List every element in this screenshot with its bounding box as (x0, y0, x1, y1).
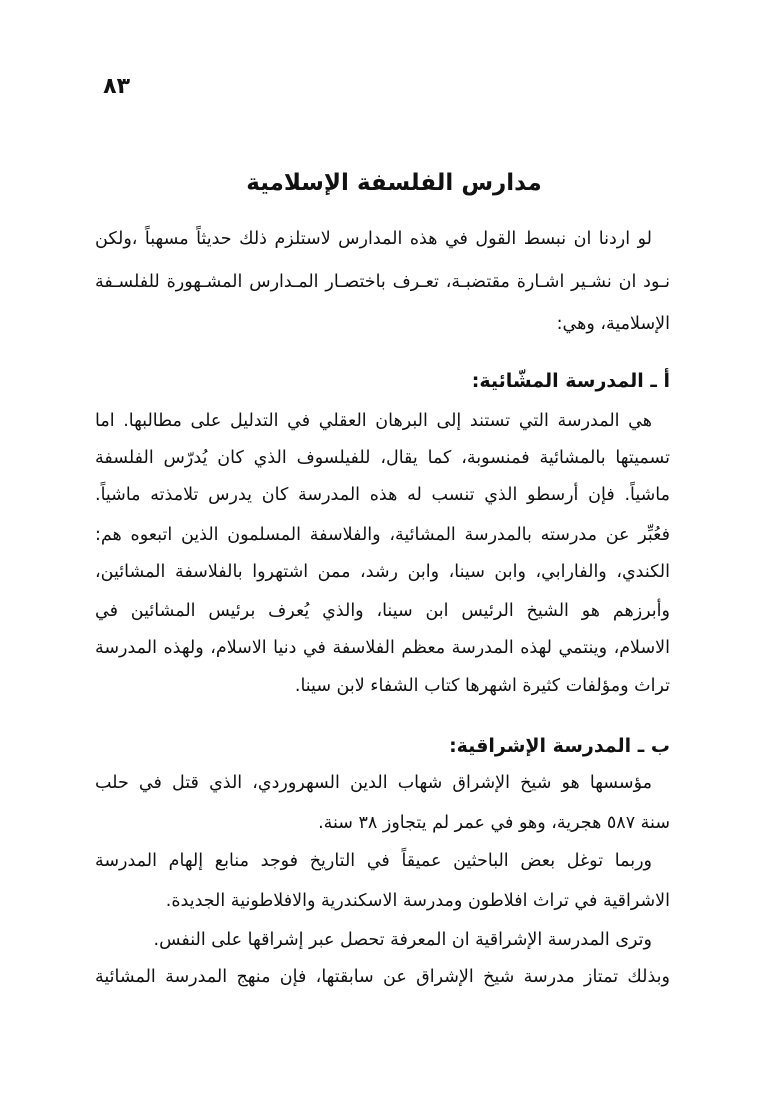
section-a-line: هي المدرسة التي تستند إلى البرهان العقلي في التدليل على مطالبها. اما (95, 411, 652, 431)
intro-line: نـود ان نشـير اشـارة مقتضبـة، تعـرف باختصـار المـدارس المشـهورة للفلسـفة (95, 272, 670, 292)
section-b-line: وربما توغل بعض الباحثين عميقاً في التاريخ فوجد منابع إلهام المدرسة (95, 851, 652, 871)
section-a-line: الاسلام، وينتمي لهذه المدرسة معظم الفلاسفة في دنيا الاسلام، ولهذه المدرسة (95, 638, 670, 658)
section-b-heading: ب ـ المدرسة الإشراقية: (449, 735, 670, 757)
section-a-line: فعُبِّر عن مدرسته بالمدرسة المشائية، والفلاسفة المسلمون الذين اتبعوه هم: (95, 525, 670, 545)
section-b-line: مؤسسها هو شيخ الإشراق شهاب الدين السهروردي، الذي قتل في حلب (95, 773, 652, 793)
section-b-line: الاشراقية في تراث افلاطون ومدرسة الاسكندرية والافلاطونية الجديدة. (165, 891, 670, 911)
intro-line: الإسلامية، وهي: (556, 314, 670, 334)
page-number: ٨٣ (103, 74, 130, 99)
page-title: مدارس الفلسفة الإسلامية (246, 170, 542, 196)
section-a-line: تراث ومؤلفات كثيرة اشهرها كتاب الشفاء لابن سينا. (294, 676, 670, 696)
section-b-line: سنة ٥٨٧ هجرية، وهو في عمر لم يتجاوز ٣٨ سنة. (318, 813, 670, 833)
intro-line: لو اردنا ان نبسط القول في هذه المدارس لاستلزم ذلك حديثاً مسهباً ،ولكن (95, 229, 652, 249)
section-a-line: تسميتها بالمشائية فمنسوبة، كما يقال، للفيلسوف الذي كان يُدرّس الفلسفة (95, 448, 670, 468)
section-a-line: وأبرزهم هو الشيخ الرئيس ابن سينا، والذي يُعرف برئيس المشائين في (95, 601, 670, 621)
section-a-line: ماشياً. فإن أرسطو الذي تنسب له هذه المدرسة كان يدرس تلامذته ماشياً. (95, 485, 670, 505)
section-b-line: وترى المدرسة الإشراقية ان المعرفة تحصل عبر إشراقها على النفس. (153, 930, 652, 950)
section-a-line: الكندي، والفارابي، وابن سينا، وابن رشد، ممن اشتهروا بالفلاسفة المشائين، (95, 562, 670, 582)
section-b-line: وبذلك تمتاز مدرسة شيخ الإشراق عن سابقتها، فإن منهج المدرسة المشائية (95, 967, 670, 987)
section-a-heading: أ ـ المدرسة المشّائية: (471, 370, 670, 392)
